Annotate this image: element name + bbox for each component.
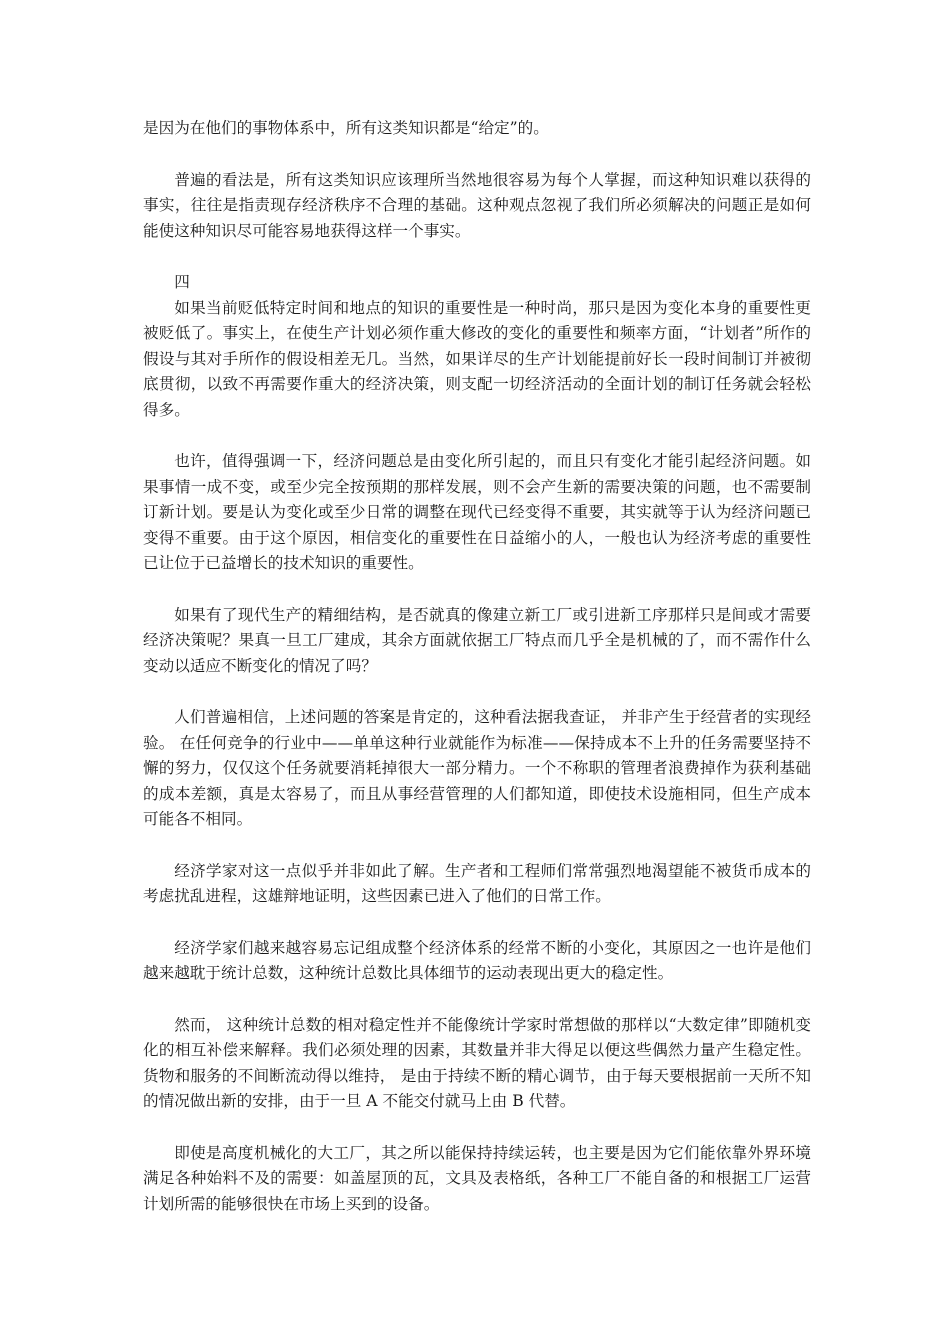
paragraph: 然而， 这种统计总数的相对稳定性并不能像统计学家时常想做的那样以“大数定律”即随机变化的相互补偿来解释。我们必须处理的因素，其数量并非大得足以便这些偶然力量产生稳定性。货物和服务的不间断流动得以维持， 是由于持续不断的精心调节，由于每天要根据前一天所不知的情况做出新的安排，由于一旦 A 不能交付就马上由 B 代替。 (143, 1015, 811, 1110)
paragraph: 经济学家们越来越容易忘记组成整个经济体系的经常不断的小变化，其原因之一也许是他们越来越耽于统计总数，这种统计总数比具体细节的运动表现出更大的稳定性。 (143, 938, 811, 982)
section-heading: 四 (174, 273, 190, 291)
paragraph-continuation: 是因为在他们的事物体系中，所有这类知识都是“给定”的。 (143, 119, 549, 137)
paragraph: 也许，值得强调一下，经济问题总是由变化所引起的，而且只有变化才能引起经济问题。如果事情一成不变，或至少完全按预期的那样发展，则不会产生新的需要决策的问题，也不需要制订新计划。要是认为变化或至少日常的调整在现代已经变得不重要，其实就等于认为经济问题已变得不重要。由于这个原因，相信变化的重要性在日益缩小的人，一般也认为经济考虑的重要性已让位于已益增长的技术知识的重要性。 (143, 452, 811, 572)
paragraph: 人们普遍相信，上述问题的答案是肯定的，这种看法据我查证， 并非产生于经营者的实现经验。 在任何竞争的行业中——单单这种行业就能作为标准——保持成本不上升的任务需要坚持不懈的努力，仅仅这个任务就要消耗掉很大一部分精力。一个不称职的管理者浪费掉作为获利基础的成本差额，真是太容易了，而且从事经营管理的人们都知道，即使技术设施相同，但生产成本可能各不相同。 (143, 708, 811, 828)
paragraph: 如果当前贬低特定时间和地点的知识的重要性是一种时尚，那只是因为变化本身的重要性更被贬低了。事实上，在使生产计划必须作重大修改的变化的重要性和频率方面，“计划者”所作的假设与其对手所作的假设相差无几。当然，如果详尽的生产计划能提前好长一段时间制订并被彻底贯彻，以致不再需要作重大的经济决策，则支配一切经济活动的全面计划的制订任务就会轻松得多。 (143, 298, 811, 419)
paragraph: 如果有了现代生产的精细结构，是否就真的像建立新工厂或引进新工序那样只是间或才需要经济决策呢？果真一旦工厂建成，其余方面就依据工厂特点而几乎全是机械的了，而不需作什么变动以适应不断变化的情况了吗？ (143, 605, 811, 675)
paragraph: 经济学家对这一点似乎并非如此了解。生产者和工程师们常常强烈地渴望能不被货币成本的考虑扰乱进程，这雄辩地证明，这些因素已进入了他们的日常工作。 (143, 861, 811, 905)
paragraph: 普遍的看法是，所有这类知识应该理所当然地很容易为每个人掌握，而这种知识难以获得的事实，往往是指责现存经济秩序不合理的基础。这种观点忽视了我们所必须解决的问题正是如何能使这种知识尽可能容易地获得这样一个事实。 (143, 170, 811, 240)
document-body (143, 116, 811, 1243)
paragraph: 即使是高度机械化的大工厂，其之所以能保持持续运转，也主要是因为它们能依靠外界环境满足各种始料不及的需要：如盖屋顶的瓦，文具及表格纸，各种工厂不能自备的和根据工厂运营计划所需的能够很快在市场上买到的设备。 (143, 1143, 811, 1213)
